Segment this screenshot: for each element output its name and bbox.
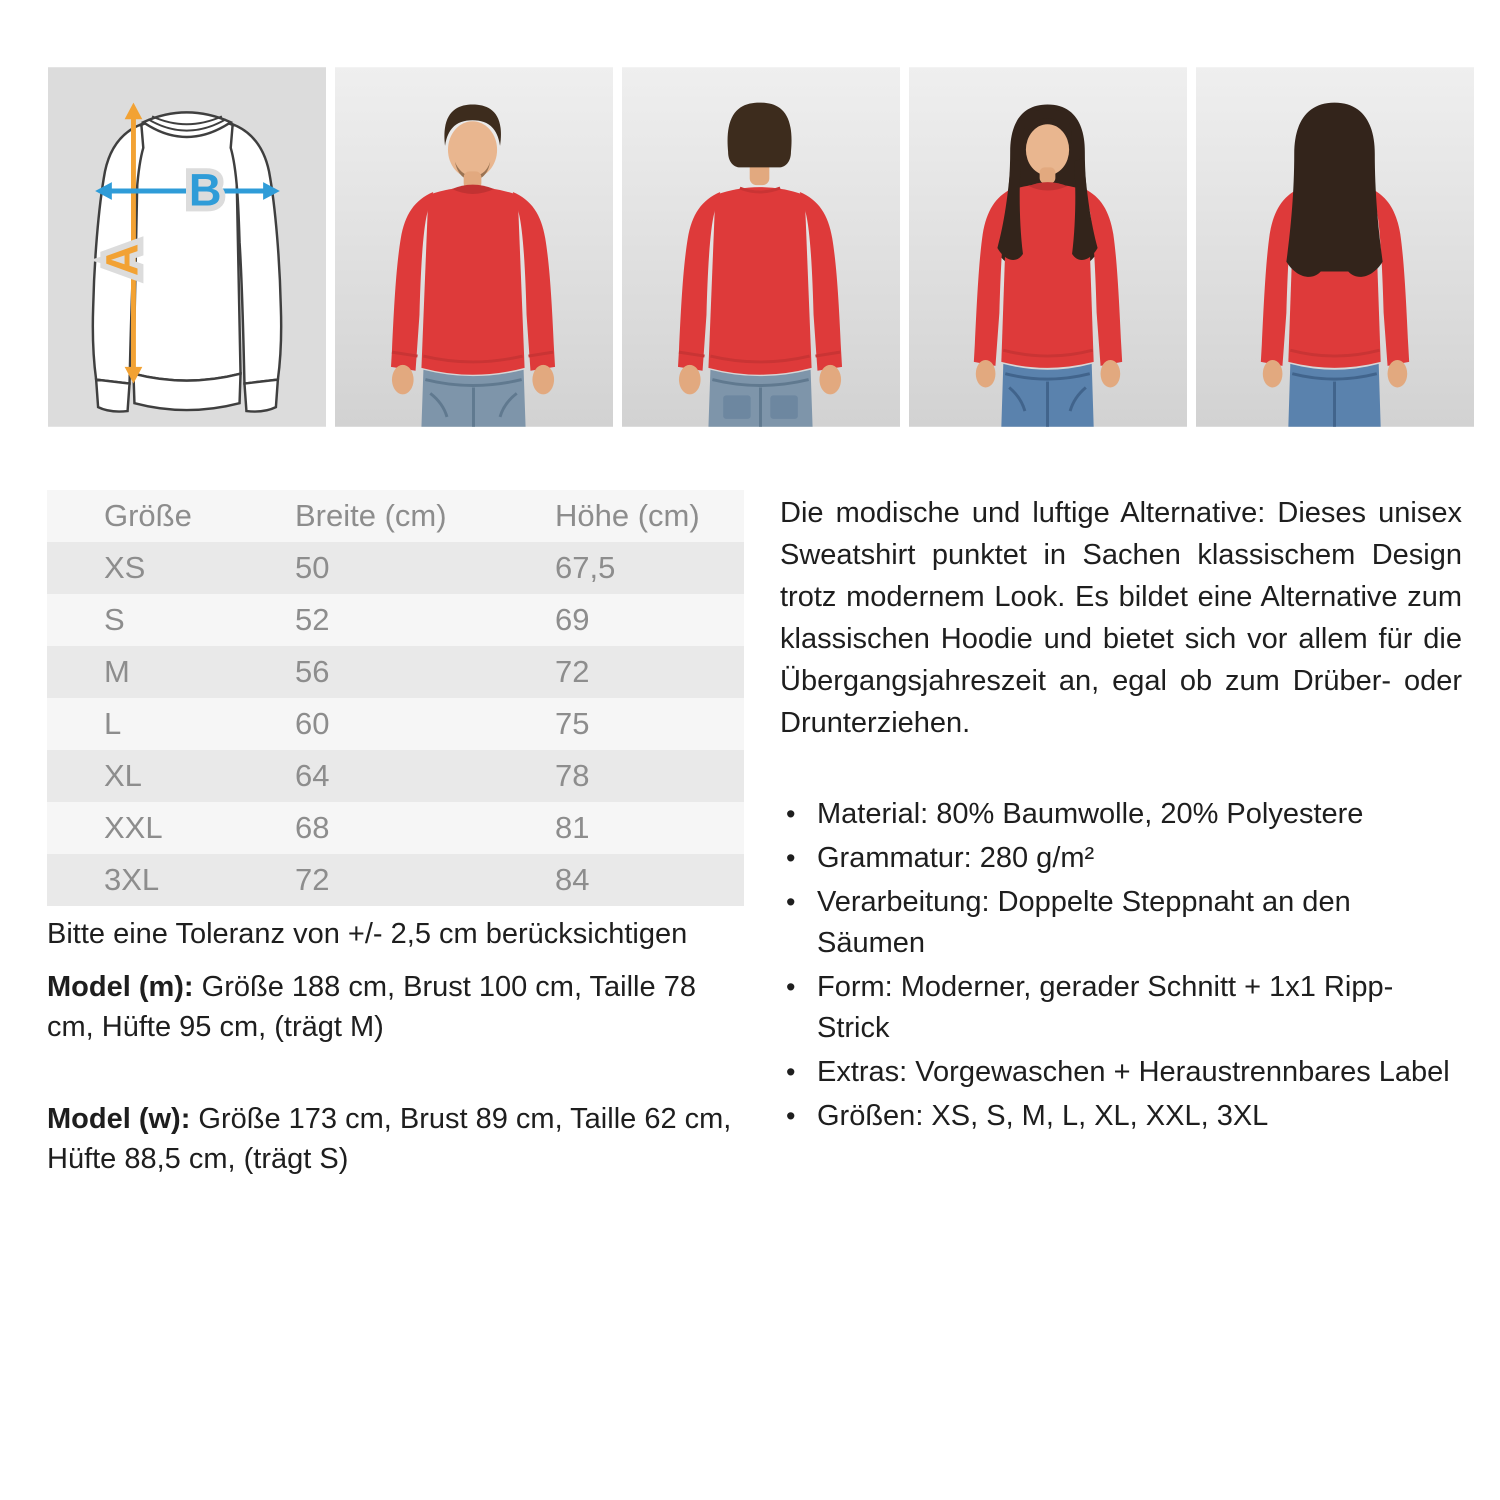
- man-back-figure: [622, 64, 900, 430]
- size-cell: S: [104, 602, 125, 637]
- breite-cell: 72: [295, 862, 330, 897]
- size-cell: 3XL: [104, 862, 160, 897]
- hoehe-cell: 78: [555, 758, 590, 793]
- woman-back-figure: [1196, 64, 1474, 430]
- column-header-hoehe: Höhe (cm): [555, 498, 700, 533]
- size-table: [47, 490, 744, 906]
- hoehe-cell: 72: [555, 654, 590, 689]
- description-column: [780, 492, 1462, 1140]
- table-row: [47, 802, 744, 854]
- breite-cell: 60: [295, 706, 330, 741]
- sweatshirt-measurement-diagram: [48, 64, 326, 430]
- size-cell: XXL: [104, 810, 163, 845]
- breite-cell: 52: [295, 602, 330, 637]
- table-row: [47, 854, 744, 906]
- size-cell: XL: [104, 758, 142, 793]
- table-row: [47, 594, 744, 646]
- feature-item: • Verarbeitung: Doppelte Steppnaht an den Säumen: [780, 882, 1462, 964]
- photo-man-front[interactable]: [335, 64, 613, 430]
- size-table-header-row: [47, 490, 744, 542]
- model-m-text: Größe 188 cm, Brust 100 cm, Taille 78 cm, Hüfte 95 cm, (trägt M): [47, 971, 696, 1043]
- photo-woman-front[interactable]: [909, 64, 1187, 430]
- feature-item: • Grammatur: 280 g/m²: [780, 838, 1462, 879]
- breite-cell: 68: [295, 810, 330, 845]
- product-description: Die modische und luftige Alternative: Dieses unisex Sweatshirt punktet in Sachen klassischem Design trotz modernem Look. Es bildet eine Alternative zum klassischen Hoodie und bietet sich vor allem für die Übergangsjahreszeit an, egal ob zum Drüber- oder Drunterziehen.: [780, 497, 1462, 739]
- photo-man-back[interactable]: [622, 64, 900, 430]
- feature-item: • Größen: XS, S, M, L, XL, XXL, 3XL: [780, 1096, 1462, 1137]
- hoehe-cell: 69: [555, 602, 590, 637]
- table-row: [47, 698, 744, 750]
- feature-list: [780, 794, 1462, 1137]
- feature-item: • Extras: Vorgewaschen + Heraustrennbares Label: [780, 1052, 1462, 1093]
- size-diagram-image[interactable]: [48, 64, 326, 430]
- size-cell: XS: [104, 550, 146, 585]
- photo-woman-back[interactable]: [1196, 64, 1474, 430]
- woman-front-figure: [909, 64, 1187, 430]
- tolerance-note: Bitte eine Toleranz von +/- 2,5 cm berücksichtigen: [47, 918, 688, 950]
- column-header-groesse: Größe: [104, 498, 192, 533]
- dimension-label-b: B: [188, 164, 222, 216]
- table-row: [47, 750, 744, 802]
- table-row: [47, 542, 744, 594]
- column-header-breite: Breite (cm): [295, 498, 447, 533]
- model-m-info: [47, 967, 744, 1047]
- model-w-label: Model (w):: [47, 1103, 191, 1135]
- size-info-column: [47, 490, 744, 1179]
- dimension-label-a: A: [96, 243, 148, 277]
- hoehe-cell: 84: [555, 862, 590, 897]
- product-image-gallery: [48, 64, 1474, 430]
- breite-cell: 50: [295, 550, 330, 585]
- breite-cell: 56: [295, 654, 330, 689]
- model-m-label: Model (m):: [47, 971, 194, 1003]
- model-w-info: [47, 1099, 744, 1179]
- hoehe-cell: 75: [555, 706, 590, 741]
- feature-item: • Material: 80% Baumwolle, 20% Polyestere: [780, 794, 1462, 835]
- breite-cell: 64: [295, 758, 330, 793]
- man-front-figure: [335, 64, 613, 430]
- model-w-text: Größe 173 cm, Brust 89 cm, Taille 62 cm, Hüfte 88,5 cm, (trägt S): [47, 1103, 732, 1175]
- hoehe-cell: 81: [555, 810, 590, 845]
- hoehe-cell: 67,5: [555, 550, 616, 585]
- size-cell: M: [104, 654, 130, 689]
- feature-item: • Form: Moderner, gerader Schnitt + 1x1 Ripp-Strick: [780, 967, 1462, 1049]
- table-row: [47, 646, 744, 698]
- size-cell: L: [104, 706, 122, 741]
